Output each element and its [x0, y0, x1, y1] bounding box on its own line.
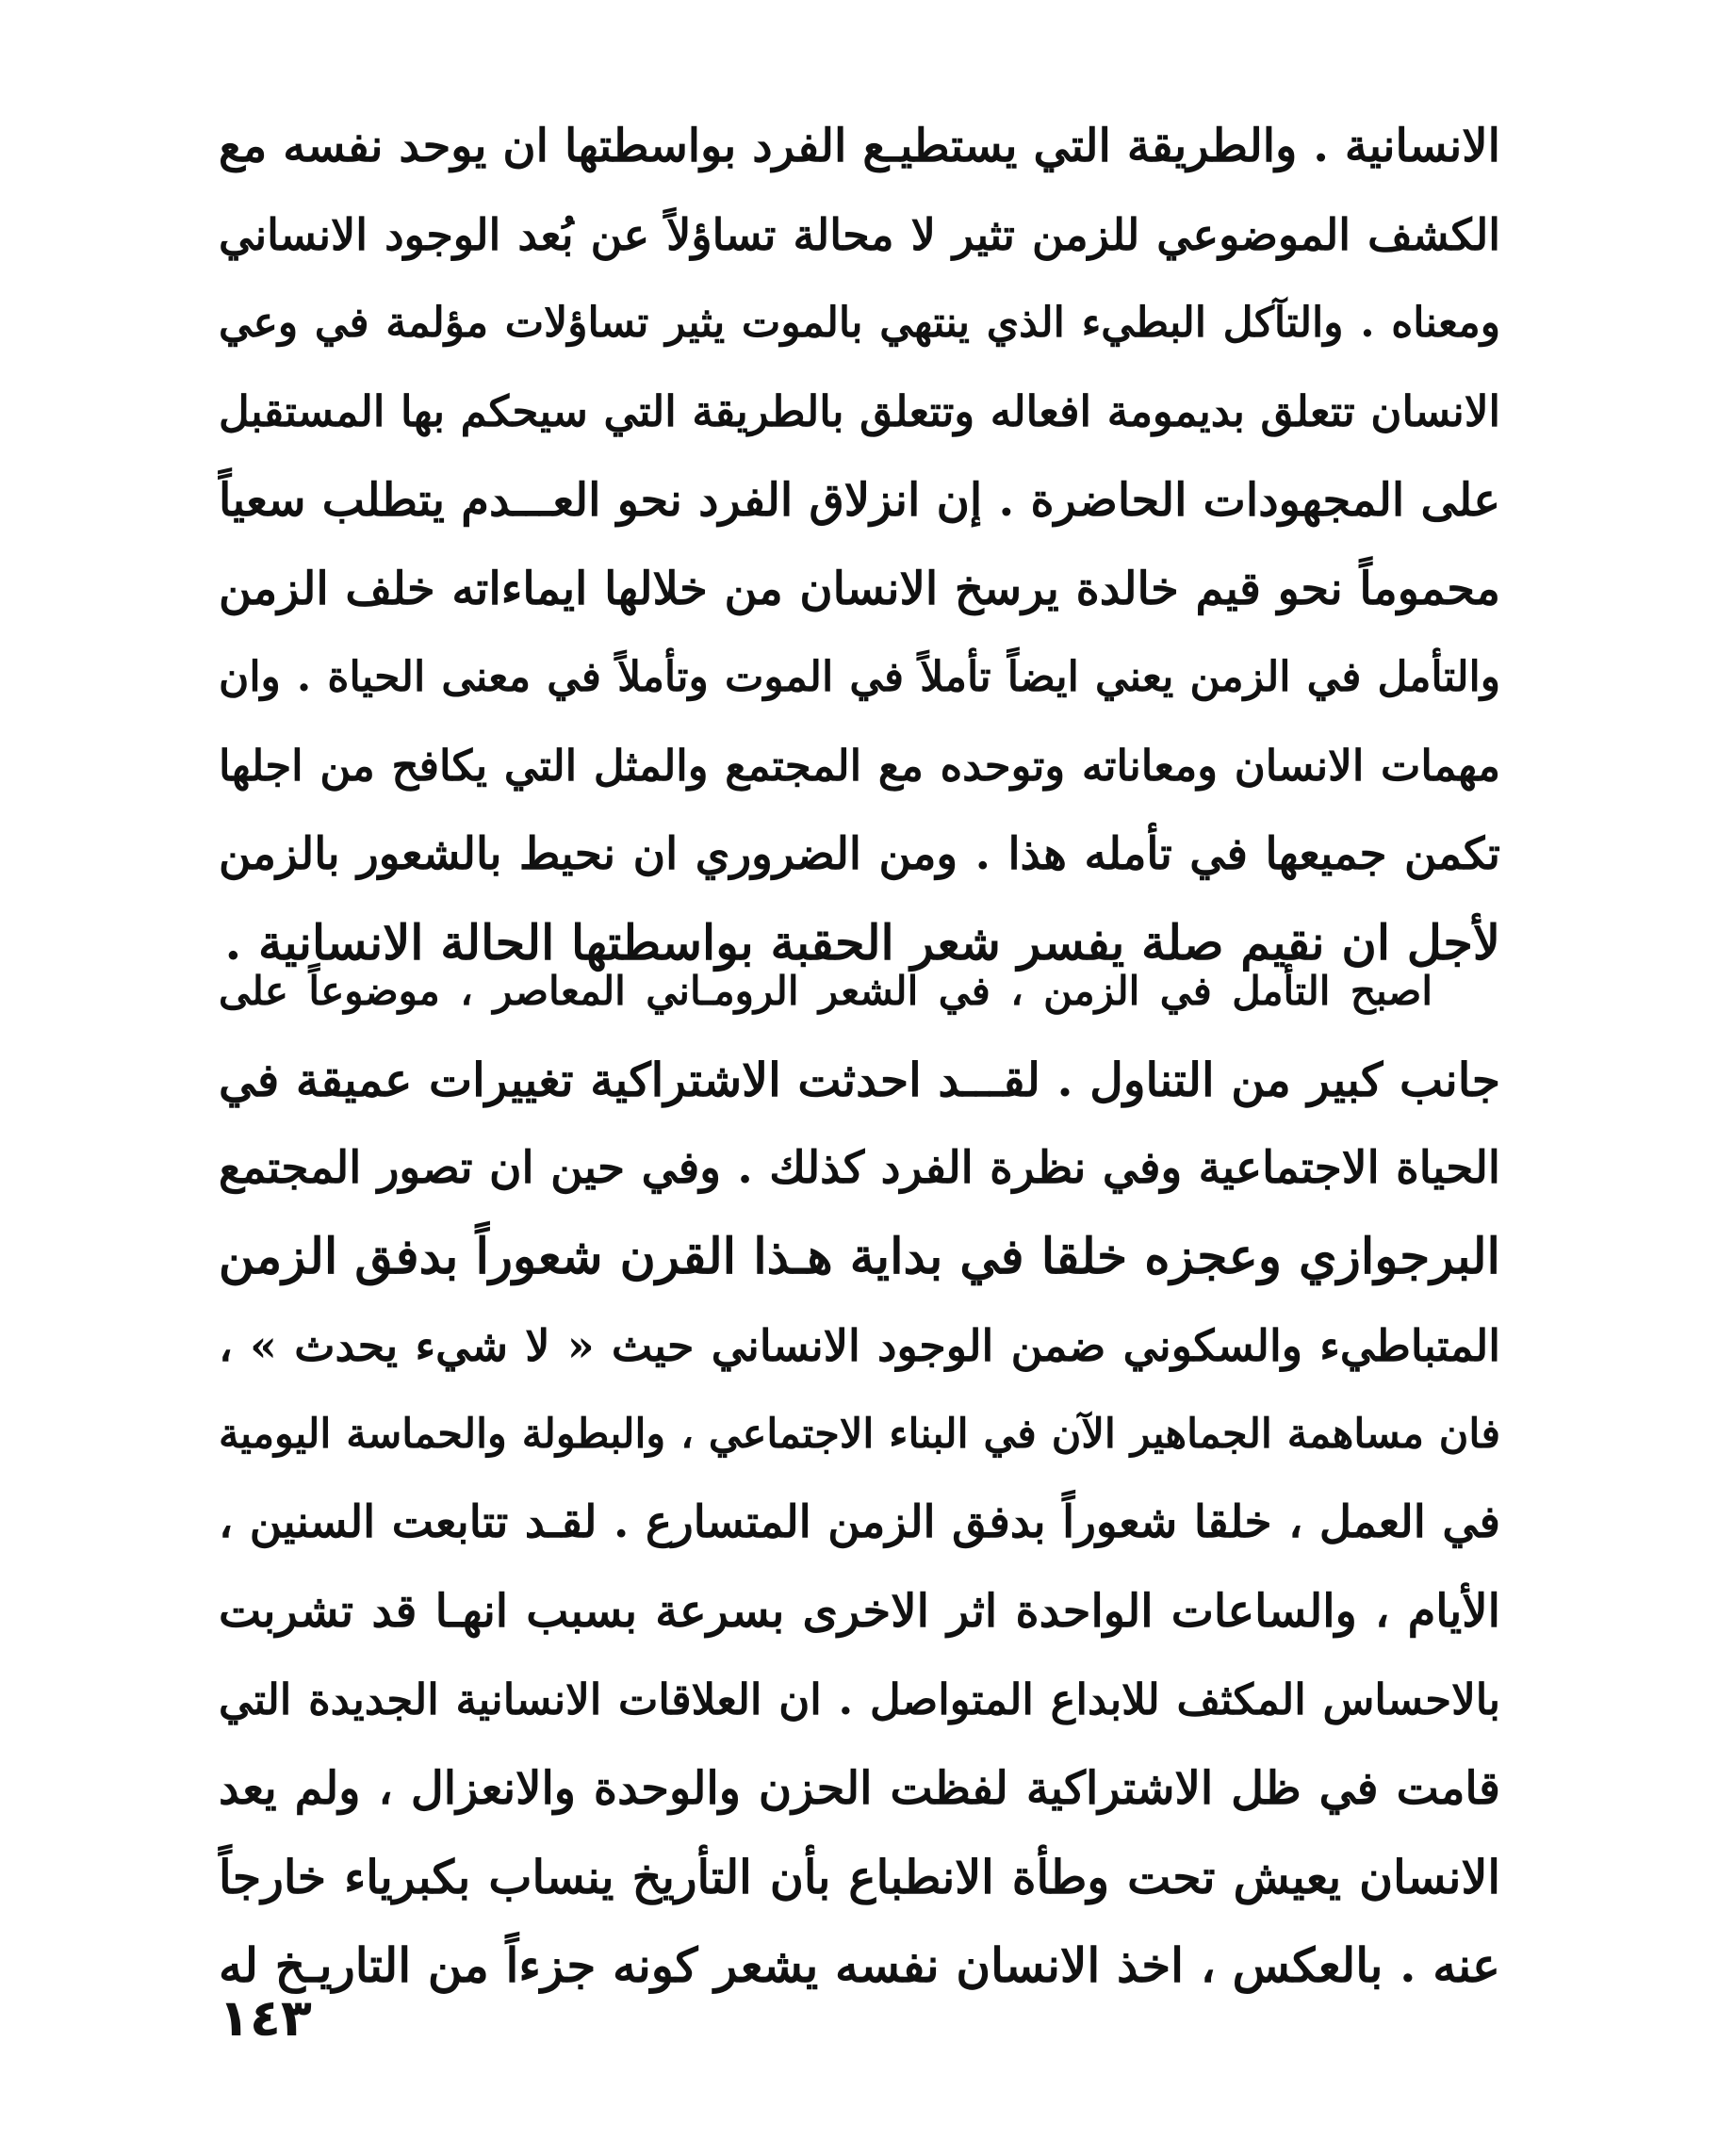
text-line: الحياة الاجتماعية وفي نظرة الفرد كذلك . وفي حين ان تصور المجتمع	[219, 1142, 1500, 1194]
text-line: على المجهودات الحاضرة . إن انزلاق الفرد نحو العـــدم يتطلب سعياً	[219, 474, 1500, 527]
text-line: بالاحساس المكثف للابداع المتواصل . ان العلاقات الانسانية الجديدة التي	[219, 1674, 1500, 1724]
text-line: مهمات الانسان ومعاناته وتوحده مع المجتمع والمثل التي يكافح من اجلها	[219, 741, 1500, 791]
text-line: قامت في ظل الاشتراكية لفظت الحزن والوحدة والانعزال ، ولم يعد	[219, 1762, 1500, 1815]
text-line: لأجل ان نقيم صلة يفسر شعر الحقبة بواسطتها الحالة الانسانية .	[224, 915, 1500, 972]
text-line: ومعناه . والتآكل البطيء الذي ينتهي بالموت يثير تساؤلات مؤلمة في وعي	[219, 299, 1500, 347]
text-line: في العمل ، خلقا شعوراً بدفق الزمن المتسارع . لقـد تتابعت السنين ،	[219, 1496, 1500, 1548]
paragraph-1	[219, 102, 1500, 988]
text-line: محموماً نحو قيم خالدة يرسخ الانسان من خلالها ايماءاته خلف الزمن	[219, 563, 1500, 615]
text-line: الانسان تتعلق بديمومة افعاله وتتعلق بالطريقة التي سيحكم بها المستقبل	[219, 386, 1500, 436]
text-line: الكشف الموضوعي للزمن تثير لا محالة تساؤلاً عن بُعد الوجود الانساني	[219, 209, 1500, 260]
page-number: ١٤٣	[219, 1988, 312, 2048]
text-line: والتأمل في الزمن يعني ايضاً تأملاً في الموت وتأملاً في معنى الحياة . وان	[219, 653, 1500, 701]
text-line: البرجوازي وعجزه خلقا في بداية هـذا القرن شعوراً بدفق الزمن	[218, 1228, 1500, 1285]
text-line: عنه . بالعكس ، اخذ الانسان نفسه يشعر كونه جزءاً من التاريـخ له	[219, 1937, 1500, 1993]
text-line: فان مساهمة الجماهير الآن في البناء الاجتماعي ، والبطولة والحماسة اليومية	[219, 1411, 1500, 1458]
text-line: المتباطيء والسكوني ضمن الوجود الانساني حيث « لا شيء يحدث » ،	[219, 1320, 1500, 1371]
text-line: الانسان يعيش تحت وطأة الانطباع بأن التأريخ ينساب بكبرياء خارجاً	[219, 1850, 1500, 1904]
text-line: جانب كبير من التناول . لقـــد احدثت الاشتراكية تغييرات عميقة في	[219, 1053, 1500, 1107]
paragraph-2	[219, 947, 1500, 2010]
text-line: الأيام ، والساعات الواحدة اثر الاخرى بسرعة بسبب انهـا قد تشربت	[219, 1585, 1501, 1638]
text-line: تكمن جميعها في تأمله هذا . ومن الضروري ان نحيط بالشعور بالزمن	[219, 828, 1500, 880]
text-line: الانسانية . والطريقة التي يستطيـع الفرد بواسطتها ان يوحد نفسه مع	[219, 120, 1500, 172]
text-line: اصبح التأمل في الزمن ، في الشعر الرومـاني المعاصر ، موضوعاً على	[219, 968, 1432, 1014]
